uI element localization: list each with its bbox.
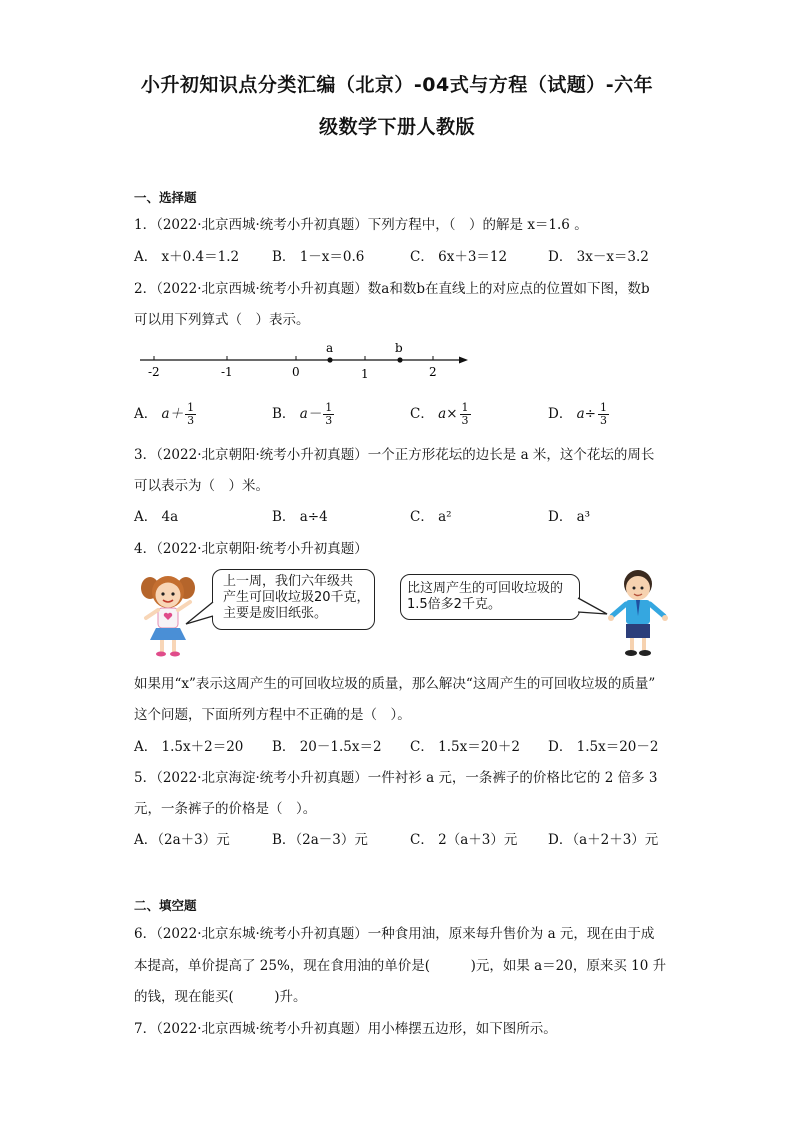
question-4-option-c[interactable]: C． 1.5x＝20＋2 bbox=[410, 739, 520, 755]
fraction-one-third: $\frac{1}{3}$ bbox=[461, 401, 469, 427]
question-1-option-a[interactable]: A． x＋0.4＝1.2 bbox=[134, 249, 240, 265]
question-2-option-b[interactable]: B． a－ $\frac{1}{3}$ bbox=[272, 401, 333, 427]
boy-illustration bbox=[604, 566, 674, 660]
tick-label-1: 1 bbox=[361, 367, 369, 380]
question-2-option-a[interactable]: A． a＋ $\frac{1}{3}$ bbox=[134, 401, 195, 427]
section-heading-choice: 一、选择题 bbox=[134, 190, 197, 205]
question-3-option-d[interactable]: D． a³ bbox=[548, 509, 591, 525]
girl-speech-bubble bbox=[212, 569, 375, 630]
page-title-line1: 小升初知识点分类汇编（北京）-04式与方程（试题）-六年 bbox=[140, 74, 654, 96]
tick-label-0: 0 bbox=[292, 365, 300, 379]
question-4-option-d[interactable]: D． 1.5x＝20－2 bbox=[548, 739, 659, 755]
question-1-stem: 1．（2022·北京西城·统考小升初真题）下列方程中，（ ）的解是 x＝1.6 。 bbox=[134, 217, 588, 233]
question-5-option-a[interactable]: A．（2a＋3）元 bbox=[134, 832, 230, 848]
question-2-stem-line1: 2．（2022·北京西城·统考小升初真题）数a和数b在直线上的对应点的位置如下图，数b bbox=[134, 281, 650, 297]
boy-bubble-line2: 1.5倍多2千克。 bbox=[407, 597, 501, 612]
girl-bubble-tail bbox=[184, 600, 216, 630]
number-line-figure bbox=[134, 338, 474, 380]
question-3-option-c[interactable]: C． a² bbox=[410, 509, 452, 525]
girl-bubble-line2: 产生可回收垃圾20千克， bbox=[223, 590, 370, 605]
section-heading-fill: 二、填空题 bbox=[134, 898, 197, 913]
question-1-option-d[interactable]: D． 3x－x＝3.2 bbox=[548, 249, 649, 265]
boy-speech-bubble bbox=[400, 574, 580, 620]
page-title-line2: 级数学下册人教版 bbox=[318, 116, 475, 138]
question-5-option-d[interactable]: D．（a＋2＋3）元 bbox=[548, 832, 659, 848]
tick-label-2: 2 bbox=[429, 365, 437, 379]
question-6-line2: 本提高，单价提高了 25%，现在食用油的单价是( )元，如果 a＝20，原来买 10 升 bbox=[134, 958, 667, 974]
question-4-text-line1: 如果用“x”表示这周产生的可回收垃圾的质量，那么解决“这周产生的可回收垃圾的质量” bbox=[134, 676, 656, 692]
question-1-option-c[interactable]: C． 6x＋3＝12 bbox=[410, 249, 508, 265]
question-2-option-c[interactable]: C． a× $\frac{1}{3}$ bbox=[410, 401, 469, 427]
fraction-one-third: $\frac{1}{3}$ bbox=[187, 401, 195, 427]
fraction-one-third: $\frac{1}{3}$ bbox=[325, 401, 333, 427]
fraction-one-third: $\frac{1}{3}$ bbox=[600, 401, 607, 427]
question-5-option-b[interactable]: B．（2a－3）元 bbox=[272, 832, 368, 848]
question-4-option-b[interactable]: B． 20－1.5x＝2 bbox=[272, 739, 382, 755]
question-6-line3: 的钱，现在能买( )升。 bbox=[134, 989, 307, 1005]
question-6-line1: 6．（2022·北京东城·统考小升初真题）一种食用油，原来每升售价为 a 元，现在由于成 bbox=[134, 926, 655, 942]
boy-bubble-line1: 比这周产生的可回收垃圾的 bbox=[407, 581, 564, 596]
question-2-stem-line2: 可以用下列算式（ ）表示。 bbox=[134, 312, 310, 328]
question-3-option-a[interactable]: A． 4a bbox=[134, 509, 179, 525]
girl-bubble-line3: 主要是废旧纸张。 bbox=[223, 606, 328, 621]
point-a-label: a bbox=[326, 341, 334, 355]
question-4-stem: 4．（2022·北京朝阳·统考小升初真题） bbox=[134, 541, 368, 557]
question-4-option-a[interactable]: A． 1.5x＋2＝20 bbox=[134, 739, 244, 755]
question-7-stem: 7．（2022·北京西城·统考小升初真题）用小棒摆五边形，如下图所示。 bbox=[134, 1021, 557, 1037]
question-1-option-b[interactable]: B． 1－x＝0.6 bbox=[272, 249, 365, 265]
question-5-option-c[interactable]: C． 2（a＋3）元 bbox=[410, 832, 518, 848]
point-a-dot bbox=[327, 357, 332, 362]
point-b-dot bbox=[397, 357, 402, 362]
question-5-stem-line1: 5．（2022·北京海淀·统考小升初真题）一件衬衫 a 元，一条裤子的价格比它的 2 倍多 3 bbox=[134, 770, 658, 786]
question-2-option-d[interactable]: D． a÷ $\frac{1}{3}$ bbox=[548, 401, 607, 427]
question-3-stem-line2: 可以表示为（ ）米。 bbox=[134, 478, 269, 494]
tick-label-neg1: -1 bbox=[221, 365, 233, 379]
girl-bubble-line1: 上一周，我们六年级共 bbox=[223, 574, 354, 589]
question-3-stem-line1: 3．（2022·北京朝阳·统考小升初真题）一个正方形花坛的边长是 a 米，这个花坛的周长 bbox=[134, 447, 655, 463]
point-b-label: b bbox=[395, 341, 403, 355]
question-5-stem-line2: 元，一条裤子的价格是（ ）。 bbox=[134, 801, 317, 817]
tick-label-neg2: -2 bbox=[148, 365, 160, 379]
question-4-text-line2: 这个问题，下面所列方程中不正确的是（ ）。 bbox=[134, 707, 411, 723]
question-3-option-b[interactable]: B． a÷4 bbox=[272, 509, 328, 525]
